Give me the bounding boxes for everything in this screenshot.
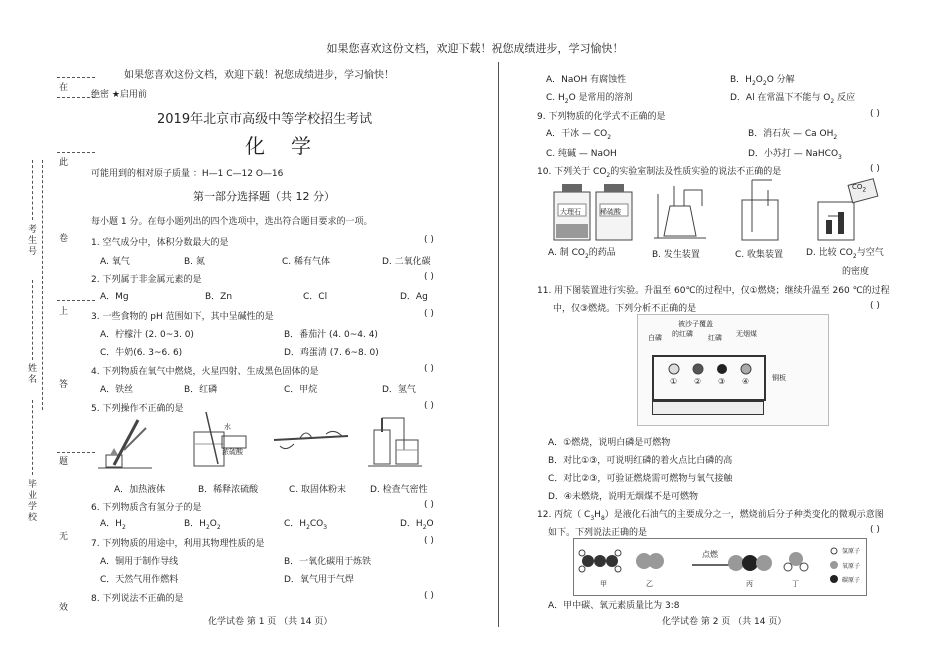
red-phosphorus-label: 红磷: [708, 334, 722, 342]
q3-stem: 3. 一些食物的 pH 范围如下，其中呈碱性的是: [91, 312, 274, 322]
q10-stem-tail: 的实验室制法及性质实验的说法不正确的是: [610, 167, 782, 177]
q11-stem: 11. 用下图装置进行实验。升温至 60℃的过程中，仅①燃烧；继续升温至 260 ℃的过程: [537, 286, 890, 296]
molecule-yi: 乙: [646, 580, 653, 588]
q9-option-b: B．消石灰 — Ca $OH_2$: [748, 129, 838, 141]
q12-stem-text: 12. 丙烷（ C: [537, 510, 591, 520]
num-2: ②: [694, 377, 702, 386]
answer-paren: ( ): [424, 500, 434, 510]
q1-option-a: A. 氧气: [100, 257, 130, 267]
q9-option-c: C. 纯碱 — NaOH: [546, 149, 617, 159]
subject-title: 化学: [245, 134, 337, 158]
margin-word: 此: [59, 158, 69, 168]
q6-option-d: [400, 516, 434, 531]
q2-option-c: C．Cl: [303, 292, 328, 302]
q12-stem-h: H: [594, 510, 601, 520]
ignition-label: 点燃: [702, 550, 718, 559]
q8-stem: 8. 下列说法不正确的是: [91, 594, 184, 604]
anthracite-label: 无烟煤: [736, 330, 757, 338]
q8-b-text: B．H: [730, 75, 752, 85]
sand-covered-label: 被沙子覆盖: [678, 320, 713, 328]
q6-c-tail: CO: [309, 519, 324, 529]
q6-b-tail: O: [209, 519, 217, 529]
q4-option-a: A．铁丝: [100, 385, 134, 395]
subscript: 2: [422, 523, 427, 531]
top-banner: 如果您喜欢这份文档，欢迎下载！祝您成绩进步，学习愉快！: [326, 42, 624, 55]
q6-d-tail: O: [426, 519, 434, 529]
subscript: 2: [216, 523, 221, 531]
density-figure: [810, 176, 880, 244]
water-label: 水: [224, 423, 231, 431]
q10-option-c: C. 收集装置: [735, 250, 784, 260]
legend-hydrogen: 氢原子: [842, 548, 861, 555]
q6-a-text: A．H: [100, 519, 122, 529]
cut-line: [57, 152, 95, 153]
q1-option-c: C. 稀有气体: [282, 257, 331, 267]
molecule-ding: 丁: [792, 580, 799, 588]
q10-option-a: A. 制 $CO_2$的药品: [548, 248, 616, 260]
dilute-acid-figure: [186, 410, 248, 472]
field-line: [32, 280, 33, 360]
airtightness-figure: [364, 410, 426, 472]
q9-stem: 9. 下列物质的化学式不正确的是: [537, 112, 666, 122]
q6-b-text: B．H: [184, 519, 206, 529]
q10-a-tail: 的药品: [588, 248, 616, 258]
q8-c-text: C. H: [546, 93, 565, 103]
co2-label: CO2: [852, 183, 867, 194]
molecule-shapes: [574, 539, 866, 595]
q1-option-b: B. 氮: [184, 257, 205, 267]
q10-option-d-line2: 的密度: [842, 267, 870, 277]
margin-word: 上: [59, 307, 69, 317]
q9-b-text: B．消石灰 — Ca OH: [748, 129, 834, 139]
q9-d-text: D．小苏打 — NaHCO: [748, 149, 839, 159]
copper-plate-label: 铜板: [772, 374, 786, 382]
red-phosphorus-covered-label: 的红磷: [672, 330, 693, 338]
q4-option-d: D．氢气: [382, 385, 416, 395]
solid-powder-figure: [270, 418, 352, 458]
q5-option-a: A．加热液体: [114, 485, 166, 495]
q11-stem-line2: 中，仅③燃烧。下列分析不正确的是: [553, 304, 697, 314]
q2-option-d: D．Ag: [400, 292, 428, 302]
margin-word: 答: [59, 380, 69, 390]
margin-word: 效: [59, 603, 69, 613]
atomic-mass-line: 可能用到的相对原子质量 ：H—1 C—12 O—16: [91, 169, 284, 179]
answer-paren: ( ): [424, 401, 434, 411]
q2-option-b: B．Zn: [205, 292, 233, 302]
q8-d-text: D．Al 在常温下不能与 O: [730, 93, 831, 103]
sulfuric-acid-label: 稀硫酸: [600, 208, 621, 216]
answer-paren: ( ): [424, 591, 434, 601]
page-divider: [498, 62, 499, 627]
q7-option-b: B．一氧化碳用于炼铁: [284, 557, 372, 567]
q12-stem-line2: 如下。下列说法正确的是: [548, 528, 648, 538]
answer-paren: ( ): [424, 309, 434, 319]
q6-option-c: [284, 516, 327, 531]
q7-option-a: A．铜用于制作导线: [100, 557, 179, 567]
q8-option-a: A．NaOH 有腐蚀性: [546, 75, 627, 85]
q9-option-a: A．干冰 — $CO_2$: [546, 129, 612, 141]
q5-option-c: C. 取固体粉末: [289, 485, 347, 495]
answer-paren: ( ): [870, 109, 880, 119]
num-1: ①: [670, 377, 678, 386]
margin-word: 卷: [59, 234, 69, 244]
q10-stem-text: 10. 下列关于 CO: [537, 167, 607, 177]
answer-paren: ( ): [870, 301, 880, 311]
instruction: 每小题 1 分。在每小题列出的四个选项中，选出符合题目要求的一项。: [91, 217, 373, 227]
subscript: 3: [323, 523, 328, 531]
secret-mark: 绝密 ★启用前: [91, 90, 147, 100]
q11-option-a: A．①燃烧，说明白磷是可燃物: [548, 438, 671, 448]
section-title: 第一部分选择题（共 12 分）: [193, 190, 335, 203]
q8-d-tail: 反应: [834, 93, 856, 103]
answer-paren: ( ): [870, 525, 880, 535]
q8-option-d: D．Al 在常温下不能与 $O_2$ 反应: [730, 93, 856, 105]
subscript: 2: [306, 523, 310, 531]
q10-option-b: B. 发生装置: [652, 250, 700, 260]
q12-option-a: A．甲中碳、氧元素质量比为 3:8: [548, 601, 680, 611]
num-4: ④: [742, 377, 750, 386]
q5-option-b: B．稀释浓硫酸: [198, 485, 259, 495]
molecule-jia: 甲: [600, 580, 607, 588]
answer-paren: ( ): [424, 536, 434, 546]
subscript: 2: [121, 523, 126, 531]
q10-a-text: A. 制 CO: [548, 248, 585, 258]
q8-b-tail: O 分解: [766, 75, 795, 85]
q1-option-d: D. 二氧化碳: [382, 257, 431, 267]
q10-d-tail: 与空气: [856, 248, 884, 258]
q3-option-a: A．柠檬汁 (2. 0~3. 0): [100, 330, 194, 340]
q10-d-text: D. 比较 CO: [806, 248, 853, 258]
combustion-apparatus-figure: [637, 314, 829, 426]
molecule-diagram-figure: [573, 538, 867, 596]
q4-option-b: B．红磷: [184, 385, 218, 395]
left-footer: 化学试卷 第 1 页 （共 14 页）: [208, 617, 333, 627]
cut-line: [57, 97, 95, 98]
q2-stem: 2. 下列属于非金属元素的是: [91, 275, 202, 285]
margin-word: 在: [59, 83, 69, 93]
answer-paren: ( ): [424, 235, 434, 245]
name-label: 姓 名: [28, 364, 38, 385]
q12-stem: 12. 丙烷（ $C_3H_8$）是液化石油气的主要成分之一，燃烧前后分子种类变化的微观示意图: [537, 510, 884, 522]
q7-option-c: C．天然气用作燃料: [100, 575, 179, 585]
num-3: ③: [718, 377, 726, 386]
molecule-bing: 丙: [746, 580, 753, 588]
samples-row: [666, 361, 756, 391]
q9-a-text: A．干冰 — CO: [546, 129, 608, 139]
answer-paren: ( ): [424, 272, 434, 282]
q7-stem: 7. 下列物质的用途中，利用其物理性质的是: [91, 539, 265, 549]
q8-option-c: C. $H_2O$ 是常用的溶剂: [546, 93, 633, 105]
q6-c-text: C．H: [284, 519, 307, 529]
margin-word: 无: [59, 532, 69, 542]
q8-option-b: B．$H_2O_2O$ 分解: [730, 75, 795, 87]
q6-stem: 6. 下列物质含有氢分子的是: [91, 503, 202, 513]
field-line: [32, 160, 33, 220]
q3-option-b: B．番茄汁 (4. 0~4. 4): [284, 330, 378, 340]
cut-line: [57, 77, 95, 78]
heater-base: [652, 401, 764, 415]
white-phosphorus-label: 白磷: [648, 334, 662, 342]
right-footer: 化学试卷 第 2 页 （共 14 页）: [662, 617, 787, 627]
q6-d-text: D．H: [400, 519, 423, 529]
field-line: [32, 400, 33, 475]
q10-stem: 10. 下列关于 $CO_2$的实验室制法及性质实验的说法不正确的是: [537, 167, 782, 179]
q7-option-d: D．氧气用于气焊: [284, 575, 354, 585]
collector-figure: [732, 176, 788, 244]
q4-stem: 4. 下列物质在氧气中燃烧，火星四射、生成黑色固体的是: [91, 367, 319, 377]
q12-stem-tail: ）是液化石油气的主要成分之一，燃烧前后分子种类变化的微观示意图: [604, 510, 884, 520]
margin-word: 题: [59, 457, 69, 467]
answer-paren: ( ): [424, 364, 434, 374]
generator-figure: [650, 176, 710, 244]
answer-paren: ( ): [870, 164, 880, 174]
candidate-number-label: 考 生 号: [28, 225, 38, 257]
cut-line: [57, 452, 95, 453]
q6-option-b: [184, 516, 221, 531]
q5-stem: 5. 下列操作不正确的是: [91, 404, 184, 414]
q4-option-c: C．甲烷: [284, 385, 318, 395]
marble-label: 大理石: [560, 208, 581, 216]
q9-option-d: D．小苏打 — NaHCO$_3$: [748, 149, 842, 161]
q3-option-d: D．鸡蛋清 (7. 6~8. 0): [284, 348, 379, 358]
q1-stem: 1. 空气成分中，体积分数最大的是: [91, 238, 229, 248]
subscript: 2: [205, 523, 210, 531]
left-banner: 如果您喜欢这份文档，欢迎下载！祝您成绩进步，学习愉快！: [124, 70, 394, 81]
co2-label-text: CO: [852, 183, 863, 191]
legend-carbon: 碳原子: [842, 577, 861, 584]
q11-option-c: C．对比②③，可验证燃烧需可燃物与氧气接触: [548, 474, 733, 484]
heating-liquid-figure: [94, 410, 156, 472]
q8-c-tail: O 是常用的溶剂: [568, 93, 633, 103]
q3-option-c: C．牛奶(6. 3~6. 6): [100, 348, 183, 358]
q5-option-d: D. 检查气密性: [370, 485, 428, 495]
acid-label: 浓硫酸: [222, 448, 243, 456]
q2-option-a: A．Mg: [100, 292, 129, 302]
legend-oxygen: 氧原子: [842, 563, 861, 570]
q10-option-d: D. 比较 $CO_2$与空气: [806, 248, 884, 260]
cut-line: [57, 300, 95, 301]
q11-option-b: B．对比①③，可说明红磷的着火点比白磷的高: [548, 456, 733, 466]
q11-option-d: D．④未燃烧，说明无烟煤不是可燃物: [548, 492, 698, 502]
field-line: [42, 160, 43, 410]
school-label: 毕 业 学 校: [28, 480, 38, 523]
q6-option-a: [100, 516, 126, 531]
exam-title: 2019年北京市高级中等学校招生考试: [157, 112, 373, 127]
